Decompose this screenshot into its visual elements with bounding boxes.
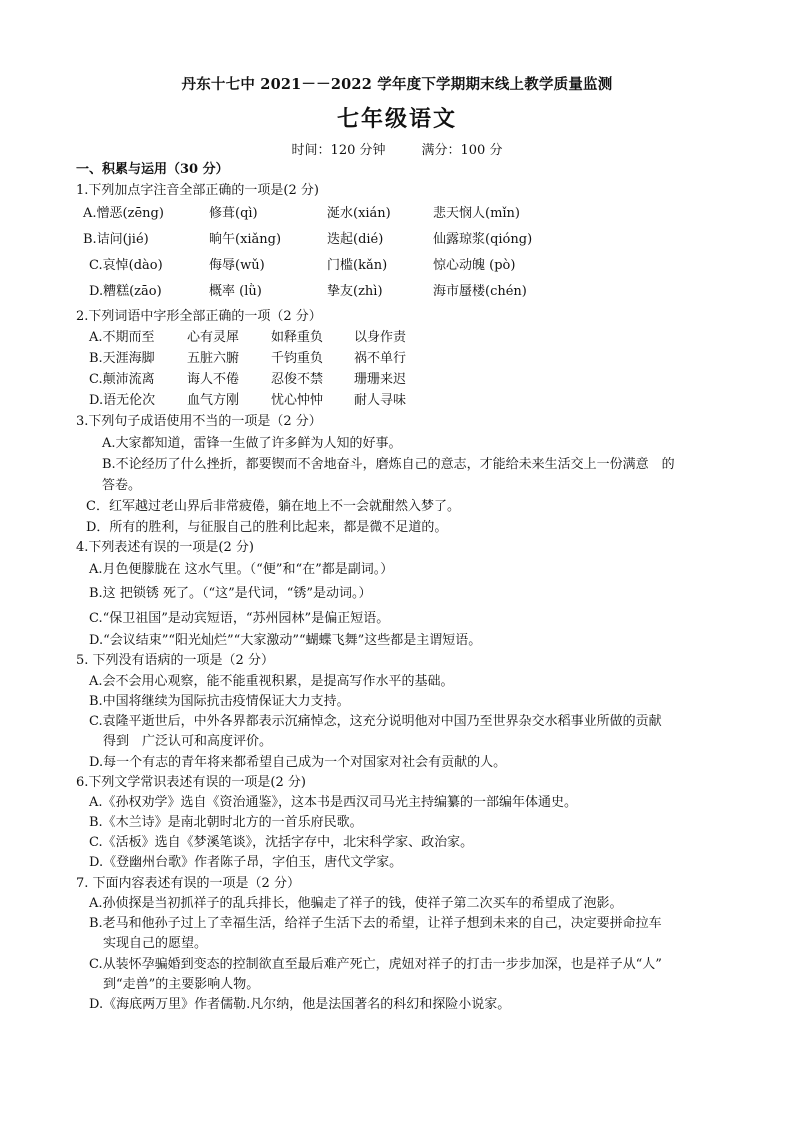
q2-option: 忍俊不禁 <box>271 372 324 387</box>
q4-option-b: B.这 把锁锈 死了。（“这”是代词，“锈”是动词。） <box>89 586 372 601</box>
exam-meta <box>0 139 794 158</box>
q1-option: 仙露琼浆(qióng) <box>433 232 533 247</box>
q5-option-c-cont: 得到 广泛认可和高度评价。 <box>103 734 273 749</box>
exam-score: 满分：100 分 <box>421 143 503 158</box>
q5-option-d: D.每一个有志的青年将来都希望自己成为一个对国家对社会有贡献的人。 <box>89 755 507 770</box>
q2-option: 如释重负 <box>271 330 324 345</box>
q6-stem: 6.下列文学常识表述有误的一项是(2 分) <box>76 775 306 790</box>
q5-stem: 5. 下列没有语病的一项是（2 分） <box>76 653 274 668</box>
q3-stem: 3.下列句子成语使用不当的一项是（2 分） <box>76 414 322 429</box>
q1-option: 门槛(kǎn) <box>327 258 388 273</box>
section-heading: 一、积累与运用（30 分） <box>76 162 229 177</box>
q1-option: 悲天悯人(mǐn) <box>433 206 521 221</box>
q1-option: 涎水(xián) <box>327 206 391 221</box>
q2-option: C.颠沛流离 <box>89 372 155 387</box>
q5-option-b: B.中国将继续为国际抗击疫情保证大力支持。 <box>89 694 350 709</box>
q1-option: D.糟糕(zāo) <box>89 284 162 299</box>
q7-option-a: A.孙侦探是当初抓祥子的乱兵排长，他骗走了祥子的钱，使祥子第二次买车的希望成了泡影。 <box>89 896 623 911</box>
q1-option: 海市蜃楼(chén) <box>433 284 527 299</box>
q2-option: 心有灵犀 <box>187 330 240 345</box>
q2-option: 诲人不倦 <box>187 372 240 387</box>
q2-option: 五脏六腑 <box>187 351 240 366</box>
q1-stem: 1.下列加点字注音全部正确的一项是(2 分) <box>76 183 319 198</box>
q2-option: 祸不单行 <box>354 351 407 366</box>
q4-option-a: A.月色便朦胧在 这水气里。（“便”和“在”都是副词。） <box>89 562 394 577</box>
q2-option: 千钧重负 <box>271 351 324 366</box>
q7-option-d: D.《海底两万里》作者儒勒.凡尔纳，他是法国著名的科幻和探险小说家。 <box>89 997 511 1012</box>
q1-option: B.诘问(jié) <box>83 232 149 247</box>
exam-time: 时间：120 分钟 <box>291 143 386 158</box>
q2-option: D.语无伦次 <box>89 393 156 408</box>
q3-option-d: D．所有的胜利，与征服自己的胜利比起来，都是微不足道的。 <box>86 520 448 535</box>
q3-option-b-cont: 答卷。 <box>102 478 142 493</box>
q3-option-a: A.大家都知道，雷锋一生做了许多鲜为人知的好事。 <box>102 436 402 451</box>
q1-option: 迭起(dié) <box>327 232 384 247</box>
q1-option: A.憎恶(zēng) <box>83 206 164 221</box>
q6-option-a: A.《孙权劝学》选自《资治通鉴》，这本书是西汉司马光主持编纂的一部编年体通史。 <box>89 795 578 810</box>
q3-option-b: B.不论经历了什么挫折，都要锲而不舍地奋斗，磨炼自己的意志，才能给未来生活交上一份满意 的 <box>102 457 675 472</box>
q1-option: C.哀悼(dào) <box>89 258 163 273</box>
q7-option-c-cont: 到“走兽”的主要影响人物。 <box>103 977 260 992</box>
q1-option: 惊心动魄 (pò) <box>433 258 516 273</box>
q4-stem: 4.下列表述有误的一项是(2 分) <box>76 540 254 555</box>
q2-option: 耐人寻味 <box>354 393 407 408</box>
q2-option: A.不期而至 <box>89 330 155 345</box>
q1-option: 挚友(zhì) <box>327 284 383 299</box>
q1-option: 概率 (lǜ) <box>209 284 262 299</box>
q5-option-c: C.袁隆平逝世后，中外各界都表示沉痛悼念，这充分说明他对中国乃至世界杂交水稻事业所做的贡献 <box>89 714 662 729</box>
q2-option: 以身作责 <box>354 330 407 345</box>
q6-option-b: B.《木兰诗》是南北朝时北方的一首乐府民歌。 <box>89 815 363 830</box>
q6-option-c: C.《活板》选自《梦溪笔谈》，沈括字存中，北宋科学家、政治家。 <box>89 835 474 850</box>
subject-title: 七年级语文 <box>336 106 457 132</box>
q2-option: 珊珊来迟 <box>354 372 407 387</box>
q7-option-b: B.老马和他孙子过上了幸福生活，给祥子生活下去的希望，让祥子想到未来的自己，决定要拼命拉车 <box>89 916 662 931</box>
q2-option: 忧心忡忡 <box>271 393 324 408</box>
exam-title: 丹东十七中 2021－－2022 学年度下学期期末线上教学质量监测 <box>181 76 613 93</box>
q1-option: 侮辱(wǔ) <box>209 258 265 273</box>
q1-option: 晌午(xiǎng) <box>209 232 282 247</box>
q2-option: B.天涯海脚 <box>89 351 155 366</box>
q2-stem: 2.下列词语中字形全部正确的一项（2 分） <box>76 309 322 324</box>
q4-option-c: C.“保卫祖国”是动宾短语，“苏州园林”是偏正短语。 <box>89 611 390 626</box>
q2-option: 血气方刚 <box>187 393 240 408</box>
q7-option-c: C.从装怀孕骗婚到变态的控制欲直至最后难产死亡，虎妞对祥子的打击一步步加深，也是祥子从“人” <box>89 957 662 972</box>
q7-stem: 7. 下面内容表述有误的一项是（2 分） <box>76 876 300 891</box>
q3-option-c: C．红军越过老山界后非常疲倦，躺在地上不一会就酣然入梦了。 <box>86 499 460 514</box>
q1-option: 修葺(qì) <box>209 206 258 221</box>
q4-option-d: D.“会议结束”“阳光灿烂”“大家激动”“蝴蝶飞舞”这些都是主谓短语。 <box>89 633 482 648</box>
q7-option-b-cont: 实现自己的愿望。 <box>103 936 208 951</box>
q5-option-a: A.会不会用心观察，能不能重视积累，是提高写作水平的基础。 <box>89 674 454 689</box>
q6-option-d: D.《登幽州台歌》作者陈子昂，字伯玉，唐代文学家。 <box>89 855 403 870</box>
